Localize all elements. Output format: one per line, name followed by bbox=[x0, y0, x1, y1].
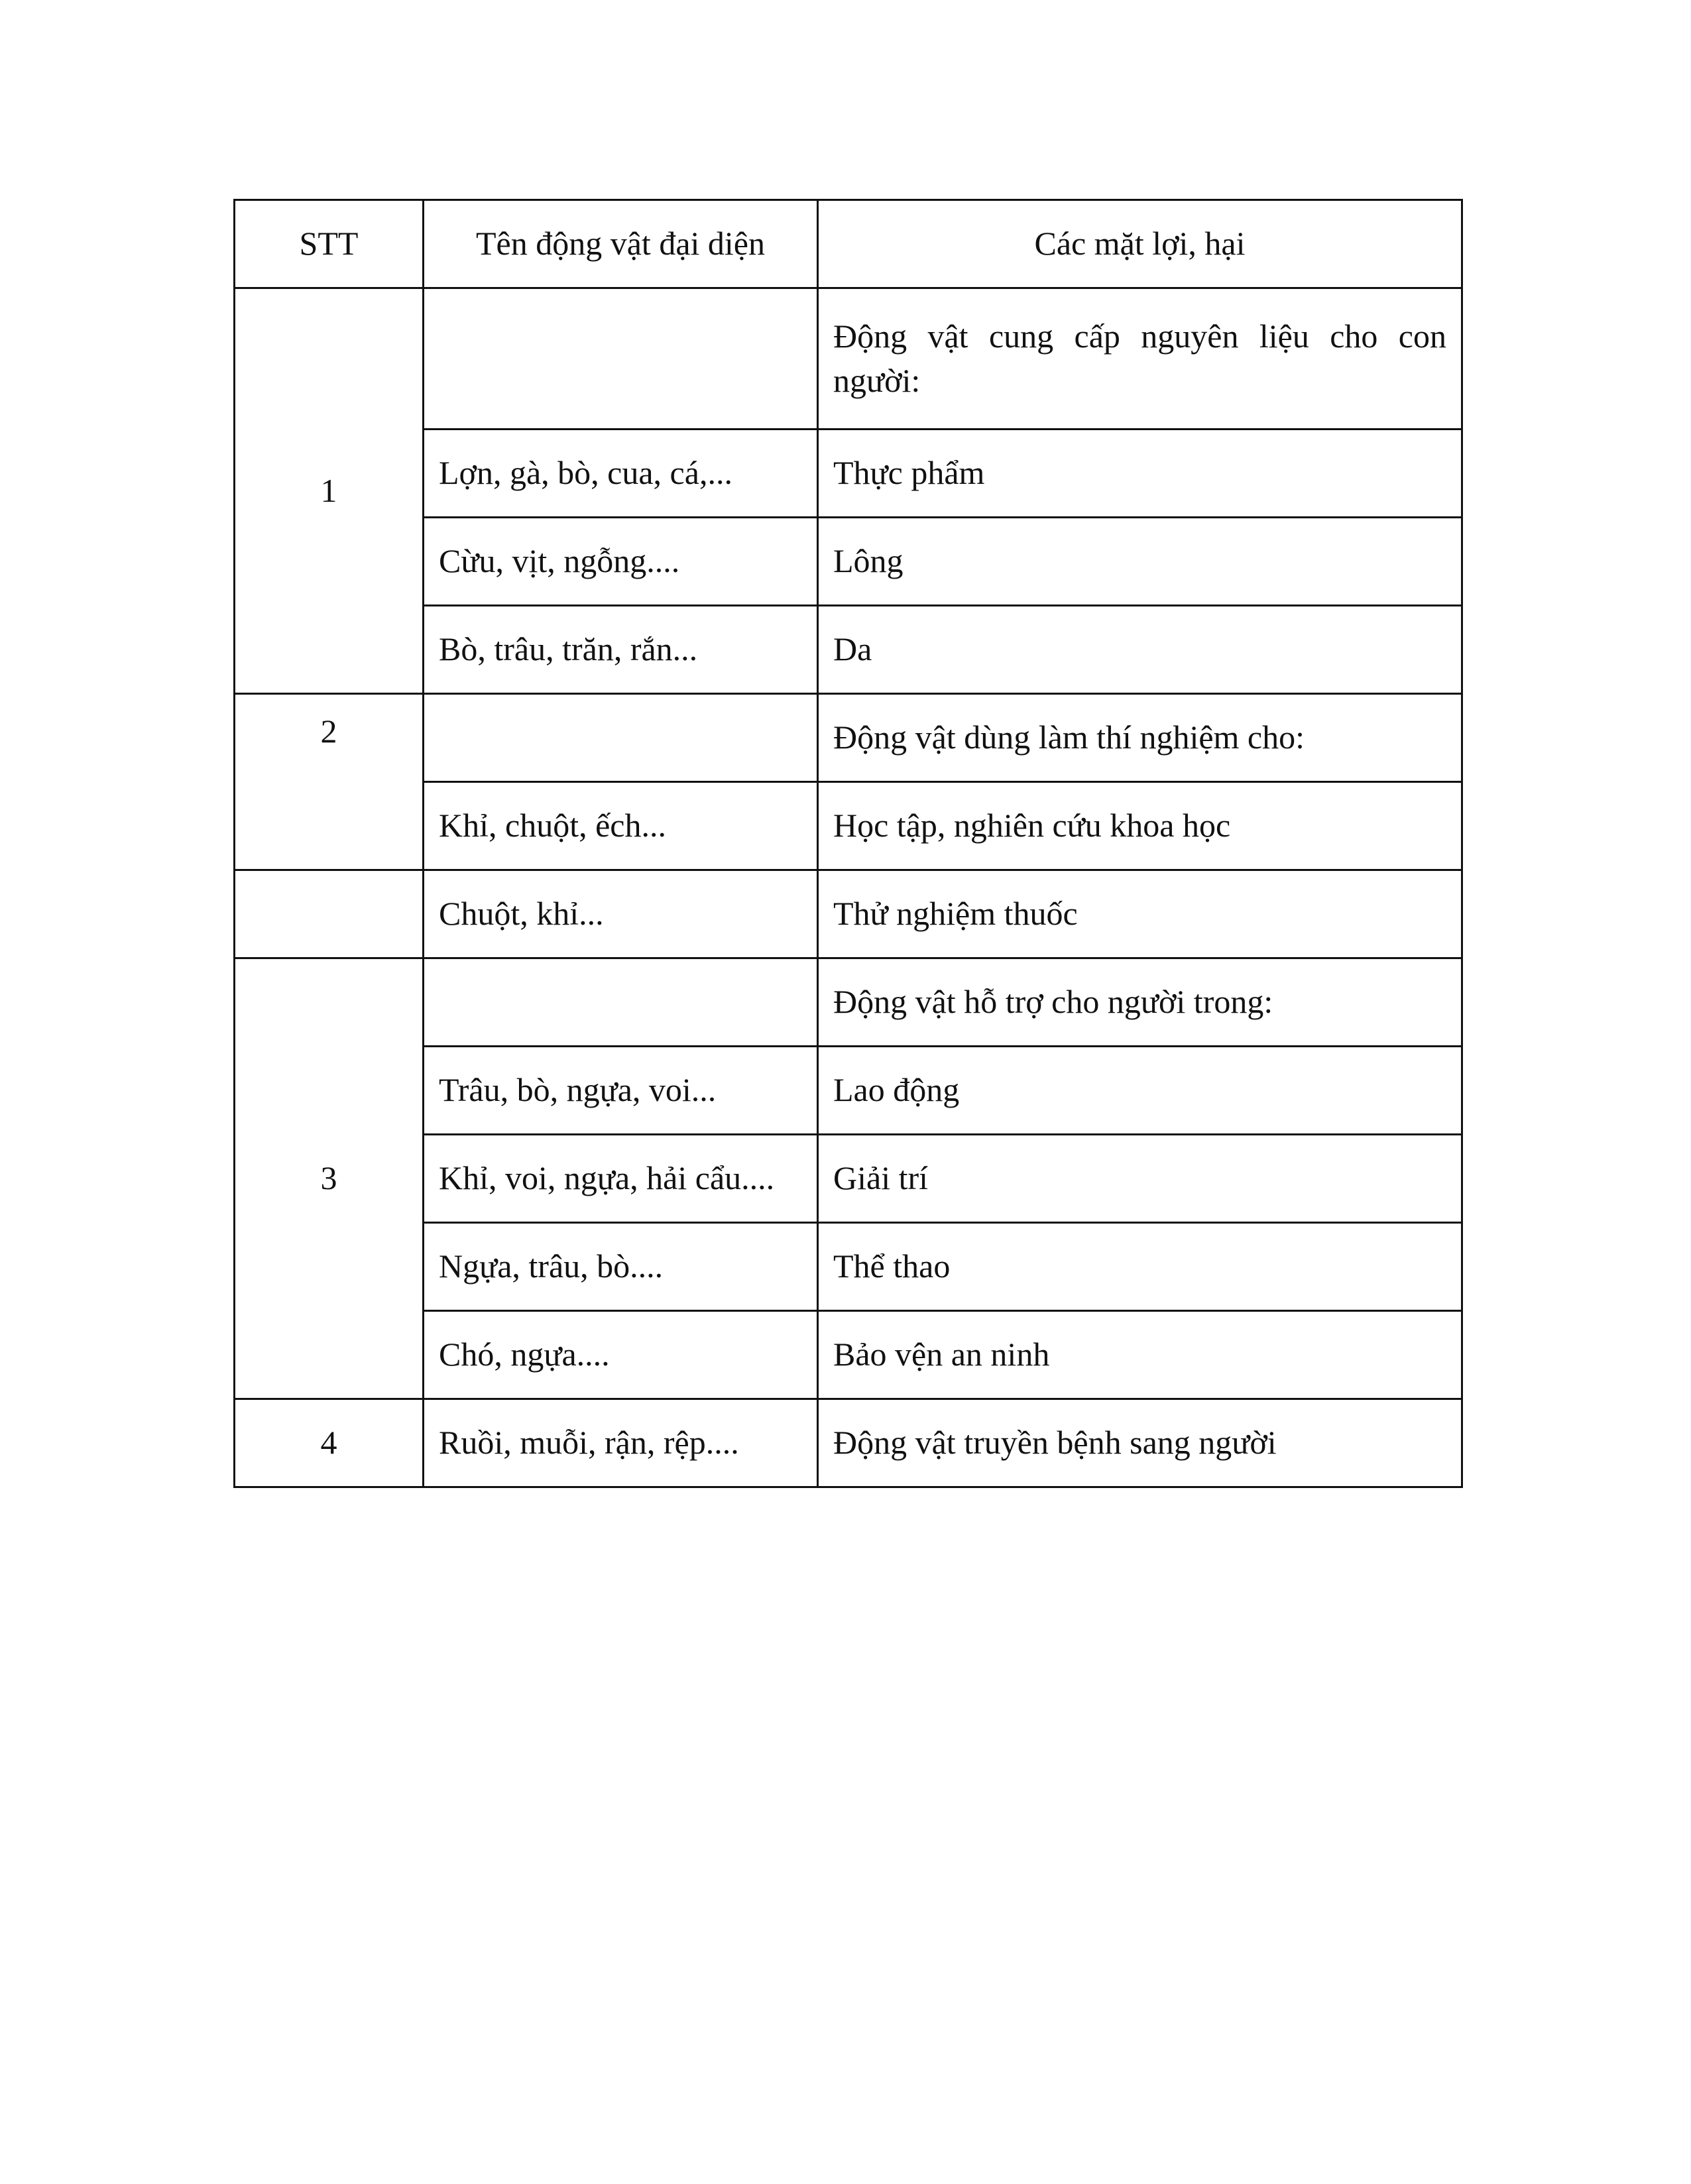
header-row bbox=[235, 200, 1462, 288]
animal-name-cell bbox=[424, 958, 818, 1047]
header-animal-name: Tên động vật đại diện bbox=[424, 200, 818, 288]
stt-cell: 2 bbox=[235, 694, 424, 870]
stt-cell bbox=[235, 870, 424, 958]
animal-name-cell: Khỉ, chuột, ếch... bbox=[424, 782, 818, 870]
animal-benefits-table bbox=[233, 199, 1463, 1488]
animal-name-cell: Khỉ, voi, ngựa, hải cẩu.... bbox=[424, 1135, 818, 1223]
aspect-cell: Giải trí bbox=[818, 1135, 1462, 1223]
header-stt: STT bbox=[235, 200, 424, 288]
aspect-cell: Học tập, nghiên cứu khoa học bbox=[818, 782, 1462, 870]
stt-cell: 4 bbox=[235, 1399, 424, 1487]
table-row bbox=[235, 694, 1462, 782]
animal-name-cell: Chó, ngựa.... bbox=[424, 1311, 818, 1399]
header-aspect: Các mặt lợi, hại bbox=[818, 200, 1462, 288]
aspect-cell: Lao động bbox=[818, 1047, 1462, 1135]
aspect-cell: Thực phẩm bbox=[818, 430, 1462, 518]
table-row bbox=[235, 288, 1462, 430]
animal-name-cell: Bò, trâu, trăn, rắn... bbox=[424, 606, 818, 694]
aspect-cell: Động vật cung cấp nguyên liệu cho con người: bbox=[818, 288, 1462, 430]
stt-cell: 1 bbox=[235, 288, 424, 694]
animal-name-cell: Chuột, khỉ... bbox=[424, 870, 818, 958]
aspect-cell: Bảo vện an ninh bbox=[818, 1311, 1462, 1399]
aspect-cell: Thể thao bbox=[818, 1223, 1462, 1311]
animal-name-cell bbox=[424, 694, 818, 782]
animal-name-cell bbox=[424, 288, 818, 430]
table-row bbox=[235, 958, 1462, 1047]
aspect-cell: Thử nghiệm thuốc bbox=[818, 870, 1462, 958]
animal-name-cell: Cừu, vịt, ngỗng.... bbox=[424, 518, 818, 606]
table-row bbox=[235, 870, 1462, 958]
aspect-cell: Da bbox=[818, 606, 1462, 694]
animal-name-cell: Ngựa, trâu, bò.... bbox=[424, 1223, 818, 1311]
animal-name-cell: Lợn, gà, bò, cua, cá,... bbox=[424, 430, 818, 518]
aspect-cell: Động vật truyền bệnh sang người bbox=[818, 1399, 1462, 1487]
stt-cell: 3 bbox=[235, 958, 424, 1399]
animal-name-cell: Ruồi, muỗi, rận, rệp.... bbox=[424, 1399, 818, 1487]
table-row bbox=[235, 1399, 1462, 1487]
aspect-cell: Động vật hỗ trợ cho người trong: bbox=[818, 958, 1462, 1047]
animal-name-cell: Trâu, bò, ngựa, voi... bbox=[424, 1047, 818, 1135]
aspect-cell: Động vật dùng làm thí nghiệm cho: bbox=[818, 694, 1462, 782]
aspect-cell: Lông bbox=[818, 518, 1462, 606]
